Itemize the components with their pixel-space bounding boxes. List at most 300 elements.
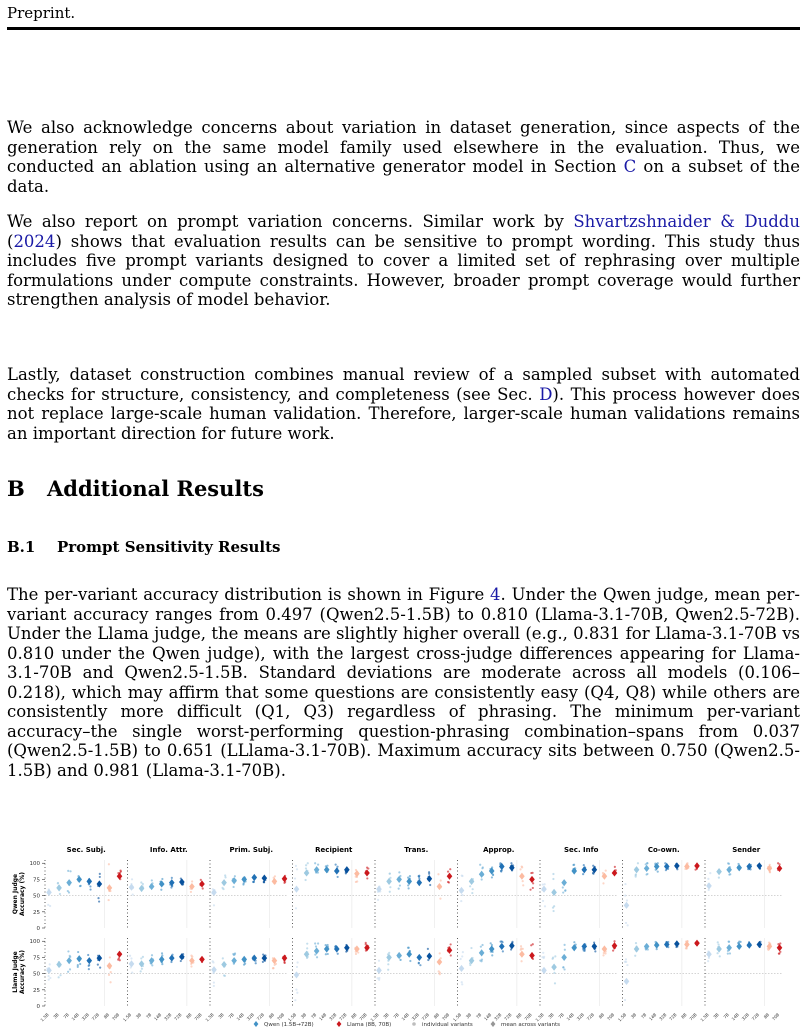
variant-point: [315, 945, 317, 947]
variant-point: [119, 870, 121, 872]
variant-point: [519, 868, 521, 870]
variant-point: [520, 945, 522, 947]
section-heading: B Additional Results: [7, 476, 264, 501]
variant-point: [366, 867, 368, 869]
variant-point: [562, 891, 564, 893]
mean-diamond: [746, 942, 752, 949]
variant-point: [564, 949, 566, 951]
x-tick-label: 1.5B: [534, 1012, 545, 1023]
y-tick-label: 25: [33, 909, 40, 916]
mean-diamond: [76, 876, 82, 883]
ref-section-d[interactable]: D: [539, 384, 553, 404]
variant-point: [77, 951, 79, 953]
variant-point: [543, 956, 545, 958]
variant-point: [594, 950, 596, 952]
variant-point: [491, 876, 493, 878]
variant-point: [108, 899, 110, 901]
variant-point: [89, 885, 91, 887]
x-tick-label: 72B: [420, 1012, 431, 1022]
variant-point: [224, 876, 226, 878]
variant-point: [97, 897, 99, 899]
variant-point: [635, 942, 637, 944]
mean-diamond: [396, 952, 402, 959]
x-tick-label: 8B: [432, 1012, 441, 1020]
variant-point: [161, 952, 163, 954]
variant-point: [510, 862, 512, 864]
variant-point: [694, 869, 696, 871]
mean-diamond: [694, 862, 700, 869]
variant-point: [255, 962, 257, 964]
variant-point: [243, 964, 245, 966]
y-tick-label: 100: [29, 939, 40, 946]
legend-llama-label: Llama (8B, 70B): [347, 1022, 392, 1028]
variant-point: [717, 941, 719, 943]
panel-title: Co-own.: [647, 846, 680, 854]
variant-point: [160, 889, 162, 891]
variant-point: [554, 982, 556, 984]
variant-point: [398, 888, 400, 890]
x-tick-label: 1.5B: [616, 1012, 628, 1023]
variant-point: [583, 864, 585, 866]
mean-diamond: [551, 889, 557, 896]
variant-point: [625, 958, 627, 960]
variant-point: [141, 968, 143, 970]
variant-point: [224, 874, 226, 876]
variant-point: [409, 875, 411, 877]
variant-point: [552, 878, 554, 880]
variant-point: [563, 968, 565, 970]
variant-point: [295, 989, 297, 991]
variant-point: [296, 966, 298, 968]
variant-point: [719, 955, 721, 957]
mean-diamond: [509, 942, 515, 949]
variant-point: [634, 955, 636, 957]
variant-point: [77, 966, 79, 968]
variant-point: [438, 970, 440, 972]
panel-title: Recipient: [315, 846, 353, 854]
x-tick-label: 14B: [730, 1012, 740, 1022]
variant-point: [49, 977, 51, 979]
variant-point: [48, 979, 50, 981]
ref-shvartzshnaider-duddu[interactable]: Shvartzshnaider & Duddu: [573, 212, 800, 231]
x-tick-label: 14B: [565, 1012, 575, 1022]
mean-diamond: [46, 889, 52, 896]
variant-point: [409, 960, 411, 962]
mean-diamond: [612, 942, 618, 949]
variant-point: [584, 950, 586, 952]
variant-point: [439, 952, 441, 954]
mean-diamond: [694, 940, 700, 947]
x-tick-label: 72B: [585, 1012, 596, 1022]
mean-diamond: [706, 882, 712, 889]
y-tick-label: 50: [33, 893, 40, 900]
variant-point: [657, 871, 659, 873]
mean-diamond: [499, 943, 505, 950]
mean-diamond: [634, 866, 640, 873]
variant-point: [130, 957, 132, 959]
ref-year-2024[interactable]: 2024: [13, 231, 56, 251]
x-tick-label: 3B: [134, 1012, 143, 1020]
variant-point: [450, 943, 452, 945]
mean-diamond: [107, 962, 113, 969]
variant-point: [110, 971, 112, 973]
variant-point: [314, 954, 316, 956]
variant-point: [532, 887, 534, 889]
mean-diamond: [634, 945, 640, 952]
variant-point: [57, 882, 59, 884]
legend-qwen-label: Qwen (1.5B→72B): [264, 1022, 314, 1028]
variant-point: [49, 905, 51, 907]
variant-point: [305, 864, 307, 866]
variant-point: [67, 950, 69, 952]
x-tick-label: 1.5B: [286, 1012, 298, 1023]
variant-point: [108, 974, 110, 976]
mean-diamond: [344, 944, 350, 951]
variant-point: [481, 867, 483, 869]
variant-point: [263, 881, 265, 883]
variant-point: [573, 941, 575, 943]
variant-point: [317, 864, 319, 866]
mean-diamond: [231, 877, 237, 884]
mean-diamond: [376, 967, 382, 974]
x-tick-label: 32B: [80, 1012, 90, 1022]
variant-point: [389, 886, 391, 888]
variant-point: [171, 877, 173, 879]
variant-point: [427, 948, 429, 950]
variant-point: [161, 878, 163, 880]
mean-diamond: [459, 887, 465, 894]
ref-figure-4[interactable]: 4: [490, 585, 501, 604]
paragraph-4: The per-variant accuracy distribution is shown in Figure 4. Under the Qwen judge, mean per-variant accuracy ranges from 0.497 (Qwen2.5-1.5B) to 0.810 (Llama-3.1-70B, Qwen2.5-72B). Under the Llama judge, the means are slightly higher overall (e.g., 0.831 for Llama-3.1-70B vs 0.810 under the Qwen judge), with the largest cross-judge differences appearing for Llama-3.1-70B and Qwen2.5-1.5B. Standard deviations are moderate across all models (0.106–0.218), which may affirm that some questions are consistently easy (Q4, Q8) while others are consistently more difficult (Q1, Q3) regardless of phrasing. The minimum per-variant accuracy–the single worst-performing question-phrasing combination–spans from 0.037 (Qwen2.5-1.5B) to 0.651 (LLlama-3.1-70B). Maximum accuracy sits between 0.750 (Qwen2.5-1.5B) and 0.981 (Llama-3.1-70B).: [7, 585, 800, 780]
paragraph-1: We also acknowledge concerns about variation in dataset generation, since aspects of the generation rely on the same model family used elsewhere in the evaluation. Thus, we conducted an ablation using an alternative generator model in Section C on a subset of the data.: [7, 118, 800, 196]
variant-point: [729, 952, 731, 954]
row-label: Llama Judge: [12, 951, 19, 993]
variant-point: [552, 907, 554, 909]
variant-point: [480, 946, 482, 948]
legend-llama-marker: [337, 1021, 342, 1027]
mean-diamond: [221, 879, 227, 886]
variant-point: [389, 891, 391, 893]
mean-diamond: [406, 878, 412, 885]
mean-diamond: [644, 865, 650, 872]
x-tick-label: 32B: [163, 1012, 173, 1022]
variant-point: [213, 904, 215, 906]
variant-point: [530, 872, 532, 874]
mean-diamond: [294, 886, 300, 893]
mean-diamond: [251, 874, 257, 881]
variant-point: [563, 944, 565, 946]
x-tick-label: 70B: [523, 1012, 533, 1022]
variant-point: [462, 951, 464, 953]
variant-point: [151, 964, 153, 966]
mean-diamond: [479, 871, 485, 878]
variant-point: [202, 887, 204, 889]
x-tick-label: 1.5B: [369, 1012, 380, 1023]
x-tick-label: 7B: [62, 1012, 70, 1020]
variant-point: [530, 944, 532, 946]
x-tick-label: 8B: [515, 1012, 523, 1020]
variant-point: [140, 970, 142, 972]
variant-point: [604, 952, 606, 954]
x-tick-label: 72B: [255, 1012, 266, 1022]
variant-point: [471, 892, 473, 894]
mean-diamond: [334, 867, 340, 874]
variant-point: [131, 878, 133, 880]
x-tick-label: 32B: [658, 1012, 668, 1022]
mean-diamond: [107, 884, 113, 891]
variant-point: [461, 983, 463, 985]
mean-diamond: [541, 886, 547, 893]
variant-point: [502, 950, 504, 952]
row-label-units: Accuracy (%): [19, 871, 26, 917]
variant-point: [521, 866, 523, 868]
mean-diamond: [561, 879, 567, 886]
row-label-units: Accuracy (%): [19, 949, 26, 995]
variant-point: [99, 873, 101, 875]
variant-point: [439, 898, 441, 900]
variant-point: [337, 876, 339, 878]
x-tick-label: 7B: [474, 1012, 483, 1020]
variant-point: [190, 891, 192, 893]
x-tick-label: 8B: [102, 1012, 111, 1020]
variant-point: [479, 959, 481, 961]
mean-diamond: [684, 941, 690, 948]
x-tick-label: 72B: [90, 1012, 101, 1022]
x-tick-label: 32B: [493, 1012, 503, 1022]
mean-diamond: [324, 866, 330, 873]
x-tick-label: 32B: [575, 1012, 585, 1022]
variant-point: [151, 954, 153, 956]
variant-point: [327, 953, 329, 955]
x-tick-label: 7B: [639, 1012, 648, 1020]
x-tick-label: 72B: [503, 1012, 513, 1022]
x-tick-label: 3B: [382, 1012, 390, 1020]
variant-point: [99, 967, 101, 969]
variant-point: [727, 952, 729, 954]
variant-point: [627, 924, 629, 926]
variant-point: [161, 963, 163, 965]
mean-diamond: [726, 866, 732, 873]
variant-point: [461, 894, 463, 896]
variant-point: [460, 900, 462, 902]
y-tick-label: 0: [36, 926, 40, 932]
variant-point: [428, 873, 430, 875]
variant-point: [612, 949, 614, 951]
panel-title: Sec. Subj.: [66, 846, 106, 854]
variant-point: [408, 887, 410, 889]
variant-point: [461, 955, 463, 957]
variant-point: [716, 952, 718, 954]
variant-point: [400, 959, 402, 961]
variant-point: [481, 944, 483, 946]
x-tick-label: 72B: [668, 1012, 678, 1022]
variant-point: [213, 981, 215, 983]
mean-diamond: [129, 960, 135, 967]
x-tick-label: 7B: [722, 1012, 730, 1020]
mean-diamond: [262, 875, 268, 882]
running-header: Preprint.: [7, 4, 76, 22]
ref-section-c[interactable]: C: [623, 157, 637, 176]
variant-point: [132, 893, 134, 895]
mean-diamond: [427, 875, 433, 882]
mean-diamond: [314, 947, 320, 954]
mean-diamond: [76, 955, 82, 962]
x-tick-label: 8B: [185, 1012, 193, 1020]
mean-diamond: [272, 878, 278, 885]
variant-point: [69, 968, 71, 970]
variant-point: [624, 999, 626, 1001]
variant-point: [67, 870, 69, 872]
x-tick-label: 1.5B: [699, 1012, 710, 1023]
variant-point: [337, 953, 339, 955]
variant-point: [554, 955, 556, 957]
x-tick-label: 70B: [605, 1012, 616, 1022]
x-tick-label: 32B: [245, 1012, 255, 1022]
variant-point: [307, 862, 309, 864]
mean-diamond: [416, 879, 422, 886]
x-tick-label: 70B: [275, 1012, 286, 1022]
mean-diamond: [716, 945, 722, 952]
variant-point: [119, 959, 121, 961]
variant-point: [520, 960, 522, 962]
mean-diamond: [241, 956, 247, 963]
variant-point: [709, 872, 711, 874]
variant-point: [336, 866, 338, 868]
variant-point: [727, 862, 729, 864]
variant-point: [190, 965, 192, 967]
variant-point: [544, 883, 546, 885]
variant-point: [778, 953, 780, 955]
y-tick-label: 25: [33, 987, 40, 994]
variant-point: [582, 873, 584, 875]
variant-point: [306, 943, 308, 945]
mean-diamond: [56, 961, 62, 968]
variant-point: [387, 969, 389, 971]
mean-diamond: [777, 944, 783, 951]
x-tick-label: 14B: [483, 1012, 493, 1022]
mean-diamond: [706, 951, 712, 958]
variant-point: [297, 961, 299, 963]
variant-point: [718, 877, 720, 879]
variant-point: [377, 899, 379, 901]
mean-diamond: [129, 884, 135, 891]
variant-point: [522, 884, 524, 886]
variant-point: [366, 877, 368, 879]
variant-point: [142, 883, 144, 885]
mean-diamond: [716, 868, 722, 875]
x-tick-label: 14B: [400, 1012, 410, 1022]
variant-point: [87, 954, 89, 956]
x-tick-label: 14B: [648, 1012, 658, 1022]
mean-diamond: [541, 967, 547, 974]
variant-point: [191, 955, 193, 957]
mean-diamond: [447, 873, 453, 880]
variant-point: [542, 883, 544, 885]
variant-point: [294, 999, 296, 1001]
variant-point: [624, 961, 626, 963]
variant-point: [305, 867, 307, 869]
variant-point: [356, 880, 358, 882]
mean-diamond: [386, 878, 392, 885]
mean-diamond: [282, 954, 288, 961]
variant-point: [439, 973, 441, 975]
variant-point: [378, 979, 380, 981]
mean-diamond: [529, 876, 535, 883]
variant-point: [635, 873, 637, 875]
x-tick-label: 14B: [70, 1012, 80, 1022]
x-tick-label: 3B: [547, 1012, 555, 1020]
variant-point: [470, 947, 472, 949]
variant-point: [274, 964, 276, 966]
variant-point: [389, 873, 391, 875]
x-tick-label: 7B: [309, 1012, 318, 1020]
x-tick-label: 8B: [597, 1012, 606, 1020]
mean-diamond: [674, 862, 680, 869]
panel-title: Trans.: [404, 846, 429, 854]
variant-point: [398, 871, 400, 873]
variant-point: [378, 960, 380, 962]
prompt-sensitivity-figure: [0, 840, 809, 1033]
panel-title: Sender: [732, 846, 761, 854]
variant-point: [624, 894, 626, 896]
x-tick-label: 70B: [358, 1012, 368, 1022]
variant-point: [314, 862, 316, 864]
variant-point: [212, 961, 214, 963]
mean-diamond: [199, 880, 205, 887]
x-tick-label: 14B: [318, 1012, 328, 1022]
variant-point: [294, 877, 296, 879]
variant-point: [419, 964, 421, 966]
panel-title: Info. Attr.: [149, 846, 188, 854]
y-tick-label: 0: [36, 1004, 40, 1010]
variant-point: [562, 886, 564, 888]
variant-point: [708, 889, 710, 891]
mean-diamond: [624, 902, 630, 909]
variant-point: [180, 960, 182, 962]
variant-point: [140, 957, 142, 959]
variant-point: [707, 878, 709, 880]
x-tick-label: 3B: [52, 1012, 60, 1020]
variant-point: [59, 974, 61, 976]
variant-point: [472, 888, 474, 890]
variant-point: [481, 878, 483, 880]
mean-diamond: [777, 865, 783, 872]
variant-point: [449, 868, 451, 870]
variant-point: [98, 900, 100, 902]
x-tick-label: 72B: [338, 1012, 348, 1022]
variant-point: [200, 879, 202, 881]
mean-diamond: [767, 865, 773, 872]
paragraph-2: We also report on prompt variation concerns. Similar work by Shvartzshnaider & Duddu (2024) shows that evaluation results can be sensitive to prompt wording. This study thus includes five prompt variants designed to cover a limited set of rephrasing over multiple formulations under compute constraints. However, broader prompt coverage would further strengthen analysis of model behavior.: [7, 212, 800, 309]
variant-point: [109, 981, 111, 983]
legend-mean-marker: [491, 1021, 496, 1027]
variant-point: [552, 873, 554, 875]
mean-diamond: [736, 864, 742, 871]
variant-point: [316, 956, 318, 958]
variant-point: [408, 947, 410, 949]
variant-point: [728, 941, 730, 943]
y-tick-label: 75: [33, 955, 40, 962]
mean-diamond: [674, 940, 680, 947]
x-tick-label: 8B: [762, 1012, 771, 1020]
variant-point: [306, 947, 308, 949]
variant-point: [602, 954, 604, 956]
header-rule: [7, 27, 800, 30]
variant-point: [59, 893, 61, 895]
variant-point: [573, 864, 575, 866]
x-tick-label: 3B: [464, 1012, 473, 1020]
legend-variants-marker: [412, 1022, 416, 1026]
